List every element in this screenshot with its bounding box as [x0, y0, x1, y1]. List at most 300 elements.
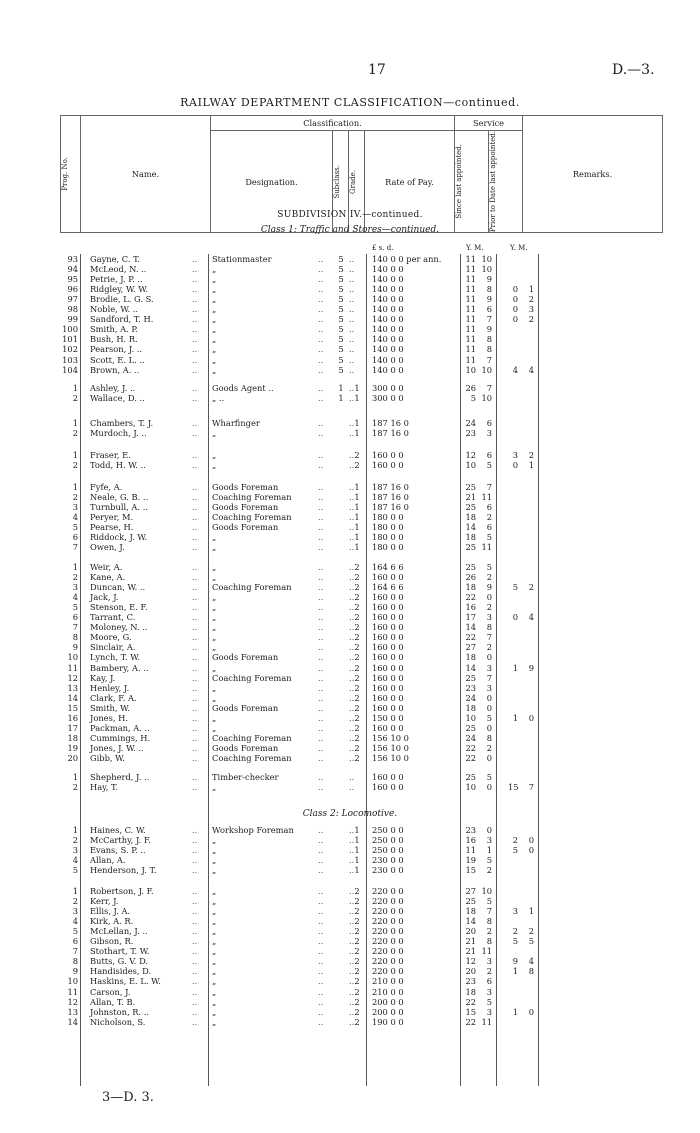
cell-pm: 4 — [528, 364, 534, 375]
leader-dots: .. — [349, 672, 355, 683]
leader-dots: .. — [318, 344, 324, 355]
leader-dots: .. — [318, 542, 324, 553]
cell-gr: 1 — [354, 383, 360, 393]
cell-sy: 11 — [465, 324, 476, 335]
table-row — [0, 324, 700, 334]
cell-pay: 187 16 0 — [372, 418, 409, 428]
table-row — [0, 855, 700, 865]
leader-dots: .. — [318, 512, 324, 523]
table-row — [0, 976, 700, 986]
cell-pay: 160 0 0 — [372, 662, 404, 673]
leader-dots: .. — [192, 966, 198, 977]
cell-gr: 2 — [354, 592, 360, 603]
cell-nm: Scott, E. L. .. — [90, 354, 145, 365]
table-row — [0, 572, 700, 582]
cell-sy: 18 — [465, 702, 476, 713]
cell-sm: 5 — [486, 532, 492, 543]
cell-des: „ — [212, 562, 217, 572]
table-row — [0, 845, 700, 855]
leader-dots: .. — [192, 582, 198, 593]
subdivision-heading: SUBDIVISION IV.—continued. — [277, 210, 423, 220]
leader-dots: .. — [192, 274, 198, 285]
leader-dots: .. — [318, 383, 324, 393]
cell-des: „ — [212, 896, 217, 907]
leader-dots: .. — [349, 652, 355, 663]
cell-sy: 12 — [465, 450, 476, 460]
cell-des: „ — [212, 1006, 217, 1017]
cell-scl: 5 — [338, 294, 344, 305]
cell-nm: Weir, A. — [90, 562, 123, 572]
leader-dots: .. — [318, 986, 324, 997]
leader-dots: .. — [192, 632, 198, 643]
cell-sy: 11 — [465, 274, 476, 285]
table-row — [0, 782, 700, 792]
cell-sm: 3 — [486, 835, 492, 846]
cell-pay: 140 0 0 — [372, 304, 404, 315]
cell-sy: 25 — [465, 482, 476, 492]
leader-dots: .. — [192, 1016, 198, 1027]
cell-nm: Neale, G. B. .. — [90, 492, 149, 503]
cell-sy: 18 — [465, 986, 476, 997]
cell-gr: 2 — [354, 926, 360, 937]
leader-dots: .. — [318, 896, 324, 907]
leader-dots: .. — [349, 712, 355, 723]
cell-des: „ — [212, 712, 217, 723]
cell-nm: Turnbull, A. .. — [90, 502, 148, 513]
leader-dots: .. — [192, 612, 198, 623]
leader-dots: .. — [192, 652, 198, 663]
cell-nm: Gayne, C. T. — [90, 254, 141, 264]
leader-dots: .. — [192, 956, 198, 967]
cell-des: Timber-checker — [212, 772, 279, 782]
cell-sm: 6 — [486, 418, 492, 428]
cell-num: 1 — [72, 383, 78, 393]
cell-num: 12 — [67, 996, 78, 1007]
leader-dots: .. — [192, 996, 198, 1007]
leader-dots: .. — [349, 383, 355, 393]
leader-dots: .. — [318, 835, 324, 846]
leader-dots: .. — [349, 956, 355, 967]
table-row — [0, 926, 700, 936]
cell-pay: 187 16 0 — [372, 492, 409, 503]
cell-sy: 25 — [465, 502, 476, 513]
cell-py: 0 — [512, 314, 518, 325]
table-row — [0, 383, 700, 393]
cell-pay: 190 0 0 — [372, 1016, 404, 1027]
cell-des: „ — [212, 976, 217, 987]
cell-num: 5 — [72, 522, 78, 533]
cell-sm: 11 — [481, 492, 492, 503]
leader-dots: .. — [349, 482, 355, 492]
table-row — [0, 612, 700, 622]
cell-pay: 220 0 0 — [372, 946, 404, 957]
leader-dots: .. — [318, 612, 324, 623]
table-row — [0, 683, 700, 693]
leader-dots: .. — [349, 314, 355, 325]
cell-gr: 1 — [354, 825, 360, 835]
cell-gr: 2 — [354, 682, 360, 693]
cell-gr: 2 — [354, 752, 360, 763]
table-row — [0, 274, 700, 284]
cell-pay: 160 0 0 — [372, 460, 404, 471]
cell-sy: 15 — [465, 865, 476, 876]
leader-dots: .. — [318, 752, 324, 763]
cell-gr: 1 — [354, 492, 360, 503]
cell-gr: 2 — [354, 886, 360, 896]
cell-num: 5 — [72, 602, 78, 613]
cell-sm: 7 — [486, 906, 492, 917]
cell-num: 2 — [72, 572, 78, 583]
leader-dots: .. — [192, 742, 198, 753]
cell-scl: 5 — [338, 324, 344, 335]
cell-nm: McLellan, J. .. — [90, 926, 148, 937]
cell-pay: 180 0 0 — [372, 542, 404, 553]
table-row — [0, 896, 700, 906]
cell-py: 15 — [508, 782, 519, 793]
cell-pm: 7 — [528, 782, 534, 793]
cell-gr: 1 — [354, 428, 360, 439]
cell-num: 9 — [72, 642, 78, 653]
table-row — [0, 936, 700, 946]
cell-des: Coaching Foreman — [212, 752, 292, 763]
leader-dots: .. — [192, 752, 198, 763]
cell-pay: 156 10 0 — [372, 732, 409, 743]
header-grade: Grade. — [349, 131, 365, 233]
cell-sm: 8 — [486, 334, 492, 345]
leader-dots: .. — [349, 732, 355, 743]
page-number: 17 — [368, 62, 386, 78]
table-row — [0, 703, 700, 713]
table-row — [0, 906, 700, 916]
leader-dots: .. — [318, 936, 324, 947]
leader-dots: .. — [192, 622, 198, 633]
leader-dots: .. — [349, 612, 355, 623]
leader-dots: .. — [318, 460, 324, 471]
cell-pay: 180 0 0 — [372, 522, 404, 533]
cell-sm: 6 — [486, 522, 492, 533]
cell-num: 2 — [72, 835, 78, 846]
cell-sy: 21 — [465, 946, 476, 957]
cell-sy: 23 — [465, 682, 476, 693]
cell-num: 4 — [72, 916, 78, 927]
cell-des: Goods Foreman — [212, 702, 279, 713]
leader-dots: .. — [318, 865, 324, 876]
cell-des: „ — [212, 460, 217, 471]
cell-des: „ — [212, 916, 217, 927]
leader-dots: .. — [349, 460, 355, 471]
leader-dots: .. — [349, 702, 355, 713]
cell-pay: 140 0 0 — [372, 264, 404, 275]
cell-sm: 7 — [486, 383, 492, 393]
cell-nm: Murdoch, J. .. — [90, 428, 147, 439]
cell-sy: 14 — [465, 662, 476, 673]
cell-sy: 21 — [465, 492, 476, 503]
cell-sy: 18 — [465, 582, 476, 593]
leader-dots: .. — [192, 492, 198, 503]
cell-nm: Owen, J. — [90, 542, 125, 553]
cell-sm: 6 — [486, 304, 492, 315]
cell-gr: 2 — [354, 966, 360, 977]
table-row — [0, 482, 700, 492]
cell-py: 1 — [512, 966, 518, 977]
table-row — [0, 562, 700, 572]
cell-sm: 5 — [486, 562, 492, 572]
leader-dots: .. — [318, 602, 324, 613]
leader-dots: .. — [318, 692, 324, 703]
table-row — [0, 966, 700, 976]
cell-sy: 11 — [465, 304, 476, 315]
table-row — [0, 733, 700, 743]
leader-dots: .. — [349, 294, 355, 305]
cell-sy: 19 — [465, 855, 476, 866]
cell-des: Goods Foreman — [212, 652, 279, 663]
cell-pay: 160 0 0 — [372, 572, 404, 583]
cell-sm: 3 — [486, 612, 492, 623]
cell-py: 5 — [512, 845, 518, 856]
cell-sm: 7 — [486, 354, 492, 365]
cell-gr: 1 — [354, 512, 360, 523]
cell-nm: Nicholson, S. — [90, 1016, 146, 1027]
leader-dots: .. — [349, 742, 355, 753]
cell-des: „ — [212, 622, 217, 633]
cell-nm: Butts, G. V. D. — [90, 956, 149, 967]
cell-sm: 3 — [486, 662, 492, 673]
cell-nm: Brown, A. .. — [90, 364, 140, 375]
header-rate-of-pay: Rate of Pay. — [365, 131, 455, 233]
cell-num: 4 — [72, 512, 78, 523]
table-row — [0, 393, 700, 403]
cell-num: 9 — [72, 966, 78, 977]
cell-des: „ — [212, 274, 217, 285]
leader-dots: .. — [318, 996, 324, 1007]
cell-pay: 160 0 0 — [372, 632, 404, 643]
cell-sm: 11 — [481, 1016, 492, 1027]
cell-des: „ — [212, 314, 217, 325]
cell-num: 20 — [67, 752, 78, 763]
table-row — [0, 1007, 700, 1017]
cell-sy: 16 — [465, 602, 476, 613]
table-row — [0, 492, 700, 502]
cell-gr: 2 — [354, 602, 360, 613]
cell-nm: Ellis, J. A. — [90, 906, 131, 917]
cell-nm: Ashley, J. .. — [90, 383, 136, 393]
cell-sy: 10 — [465, 712, 476, 723]
cell-sy: 11 — [465, 344, 476, 355]
cell-sm: 2 — [486, 926, 492, 937]
leader-dots: .. — [349, 896, 355, 907]
cell-nm: Fraser, E. — [90, 450, 131, 460]
cell-num: 8 — [72, 956, 78, 967]
cell-gr: 2 — [354, 896, 360, 907]
cell-pay: 220 0 0 — [372, 896, 404, 907]
leader-dots: .. — [349, 324, 355, 335]
cell-pm: 0 — [528, 1006, 534, 1017]
cell-sy: 11 — [465, 284, 476, 295]
cell-gr: 2 — [354, 652, 360, 663]
leader-dots: .. — [192, 855, 198, 866]
cell-pay: 220 0 0 — [372, 936, 404, 947]
table-row — [0, 314, 700, 324]
cell-sm: 0 — [486, 652, 492, 663]
leader-dots: .. — [192, 662, 198, 673]
leader-dots: .. — [349, 418, 355, 428]
leader-dots: .. — [349, 772, 355, 782]
cell-nm: McCarthy, J. F. — [90, 835, 151, 846]
leader-dots: .. — [192, 393, 198, 404]
cell-des: „ — [212, 682, 217, 693]
cell-des: „ — [212, 956, 217, 967]
cell-sy: 27 — [465, 642, 476, 653]
cell-pm: 3 — [528, 304, 534, 315]
cell-nm: Moore, G. — [90, 632, 132, 643]
leader-dots: .. — [192, 364, 198, 375]
leader-dots: .. — [192, 334, 198, 345]
cell-sy: 22 — [465, 632, 476, 643]
leader-dots: .. — [318, 976, 324, 987]
cell-num: 93 — [67, 254, 78, 264]
leader-dots: .. — [349, 512, 355, 523]
leader-dots: .. — [349, 976, 355, 987]
cell-gr: 2 — [354, 946, 360, 957]
leader-dots: .. — [349, 692, 355, 703]
table-row — [0, 663, 700, 673]
cell-num: 2 — [72, 393, 78, 404]
cell-nm: Kane, A. — [90, 572, 126, 583]
cell-gr: 1 — [354, 865, 360, 876]
leader-dots: .. — [192, 324, 198, 335]
leader-dots: .. — [192, 304, 198, 315]
cell-pay: 187 16 0 — [372, 482, 409, 492]
leader-dots: .. — [349, 572, 355, 583]
cell-des: „ — [212, 532, 217, 543]
cell-des: „ — [212, 722, 217, 733]
leader-dots: .. — [318, 712, 324, 723]
cell-sy: 25 — [465, 542, 476, 553]
cell-nm: Pearse, H. — [90, 522, 134, 533]
table-row — [0, 294, 700, 304]
leader-dots: .. — [192, 592, 198, 603]
cell-pay: 160 0 0 — [372, 602, 404, 613]
table-row — [0, 460, 700, 470]
cell-sm: 3 — [486, 986, 492, 997]
cell-des: „ — [212, 782, 217, 793]
cell-des: „ — [212, 542, 217, 553]
cell-num: 12 — [67, 672, 78, 683]
cell-sm: 5 — [486, 712, 492, 723]
cell-sy: 24 — [465, 418, 476, 428]
since-units-label: Y. M. — [466, 244, 484, 252]
cell-num: 1 — [72, 772, 78, 782]
cell-py: 5 — [512, 936, 518, 947]
cell-num: 7 — [72, 622, 78, 633]
cell-sm: 11 — [481, 946, 492, 957]
leader-dots: .. — [192, 722, 198, 733]
cell-gr: 2 — [354, 732, 360, 743]
cell-sm: 7 — [486, 672, 492, 683]
cell-sm: 3 — [486, 682, 492, 693]
cell-num: 2 — [72, 782, 78, 793]
leader-dots: .. — [192, 460, 198, 471]
leader-dots: .. — [349, 916, 355, 927]
cell-pm: 2 — [528, 582, 534, 593]
cell-sm: 2 — [486, 572, 492, 583]
leader-dots: .. — [349, 522, 355, 533]
cell-sm: 3 — [486, 428, 492, 439]
leader-dots: .. — [349, 865, 355, 876]
cell-nm: Henderson, J. T. — [90, 865, 157, 876]
cell-scl: 5 — [338, 304, 344, 315]
cell-des: „ — [212, 692, 217, 703]
cell-pay: 160 0 0 — [372, 702, 404, 713]
cell-pay: 156 10 0 — [372, 742, 409, 753]
leader-dots: .. — [349, 562, 355, 572]
leader-dots: .. — [349, 835, 355, 846]
cell-sy: 5 — [470, 393, 476, 404]
cell-sm: 1 — [486, 845, 492, 856]
cell-sm: 5 — [486, 855, 492, 866]
cell-nm: Jones, H. — [90, 712, 128, 723]
cell-num: 1 — [72, 450, 78, 460]
cell-pay: 140 0 0 — [372, 274, 404, 285]
leader-dots: .. — [192, 732, 198, 743]
table-row — [0, 304, 700, 314]
cell-sy: 12 — [465, 956, 476, 967]
cell-nm: Chambers, T. J. — [90, 418, 154, 428]
cell-nm: Haines, C. W. — [90, 825, 146, 835]
cell-sy: 10 — [465, 460, 476, 471]
cell-pm: 2 — [528, 314, 534, 325]
cell-gr: 2 — [354, 1016, 360, 1027]
cell-sy: 18 — [465, 906, 476, 917]
cell-num: 14 — [67, 1016, 78, 1027]
cell-pay: 230 0 0 — [372, 855, 404, 866]
leader-dots: .. — [318, 855, 324, 866]
cell-nm: Hay, T. — [90, 782, 118, 793]
cell-py: 1 — [512, 712, 518, 723]
leader-dots: .. — [192, 294, 198, 305]
leader-dots: .. — [349, 1016, 355, 1027]
cell-num: 8 — [72, 632, 78, 643]
leader-dots: .. — [318, 334, 324, 345]
leader-dots: .. — [318, 1016, 324, 1027]
cell-num: 2 — [72, 896, 78, 907]
cell-nm: Packman, A. .. — [90, 722, 150, 733]
cell-gr: 1 — [354, 522, 360, 533]
cell-des: „ — [212, 662, 217, 673]
cell-gr: 1 — [354, 393, 360, 404]
leader-dots: .. — [192, 825, 198, 835]
leader-dots: .. — [192, 906, 198, 917]
cell-pay: 140 0 0 — [372, 334, 404, 345]
leader-dots: .. — [192, 542, 198, 553]
cell-num: 4 — [72, 855, 78, 866]
cell-sy: 10 — [465, 364, 476, 375]
cell-des: „ — [212, 886, 217, 896]
cell-pm: 1 — [528, 284, 534, 295]
cell-des: „ — [212, 354, 217, 365]
cell-pay: 250 0 0 — [372, 825, 404, 835]
cell-sm: 10 — [481, 264, 492, 275]
leader-dots: .. — [349, 364, 355, 375]
cell-sy: 23 — [465, 428, 476, 439]
leader-dots: .. — [318, 732, 324, 743]
table-row — [0, 693, 700, 703]
cell-des: „ — [212, 428, 217, 439]
cell-num: 97 — [67, 294, 78, 305]
cell-pm: 2 — [528, 926, 534, 937]
cell-num: 6 — [72, 612, 78, 623]
cell-sm: 6 — [486, 502, 492, 513]
